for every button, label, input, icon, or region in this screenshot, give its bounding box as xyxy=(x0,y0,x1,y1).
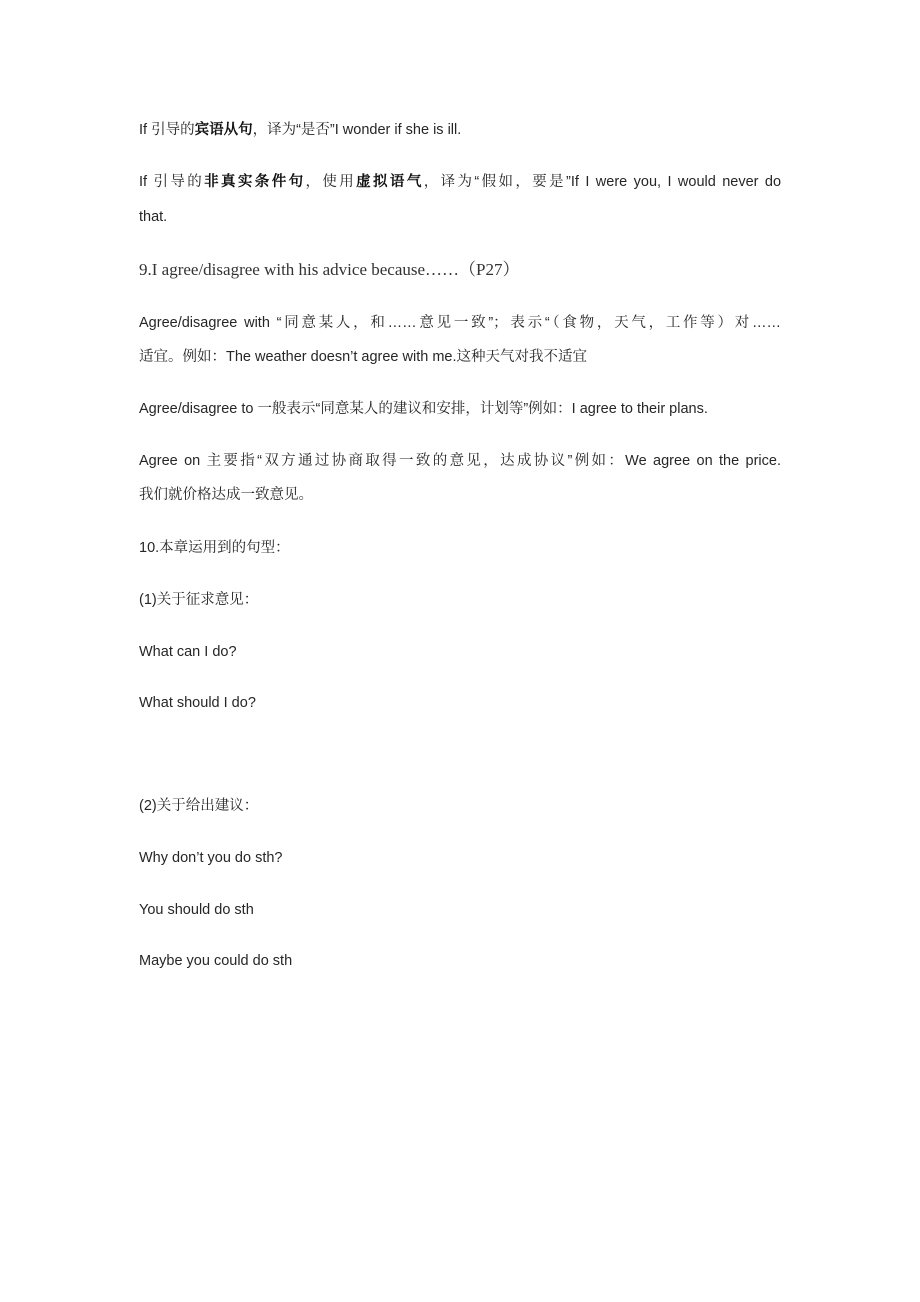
list-item: What should I do? xyxy=(139,695,256,711)
if-conditional-line xyxy=(139,172,781,192)
group-1-title: (1)关于征求意见： xyxy=(139,592,259,608)
bold-term: 非真实条件句 xyxy=(204,174,306,190)
agree-on-translation-line: 我们就价格达成一致意见。 xyxy=(139,487,313,503)
list-item: You should do sth xyxy=(139,902,254,918)
text-fragment: ，译为“是否”I wonder if she is ill. xyxy=(252,122,462,138)
section-9-heading: 9.I agree/disagree with his advice because……（P27） xyxy=(139,260,520,279)
text-fragment: If 引导的 xyxy=(139,122,195,138)
bold-term: 虚拟语气 xyxy=(356,174,424,190)
text-fragment: If 引导的 xyxy=(139,174,205,190)
list-item: Maybe you could do sth xyxy=(139,953,293,969)
text-fragment: ，使用 xyxy=(305,174,357,190)
bold-term: 宾语从句 xyxy=(194,122,253,138)
if-conditional-line-continued: that. xyxy=(139,209,168,225)
agree-with-example-line: 适宜。例如：The weather doesn’t agree with me.这种天气对我不适宜 xyxy=(139,349,588,365)
agree-on-line: Agree on 主要指“双方通过协商取得一致的意见，达成协议”例如：We agree on the price. xyxy=(139,453,781,469)
list-item: What can I do? xyxy=(139,644,237,660)
text-fragment: ，译为“假如，要是”If I were you, I would never do xyxy=(423,174,782,190)
agree-with-line: Agree/disagree with “同意某人，和……意见一致”；表示“（食物，天气，工作等）对…… xyxy=(139,315,781,331)
if-object-clause-line xyxy=(139,120,781,140)
section-10-heading: 10.本章运用到的句型： xyxy=(139,540,290,556)
list-item: Why don’t you do sth? xyxy=(139,850,283,866)
agree-to-line: Agree/disagree to 一般表示“同意某人的建议和安排，计划等”例如：I agree to their plans. xyxy=(139,401,708,417)
group-2-title: (2)关于给出建议： xyxy=(139,798,259,814)
